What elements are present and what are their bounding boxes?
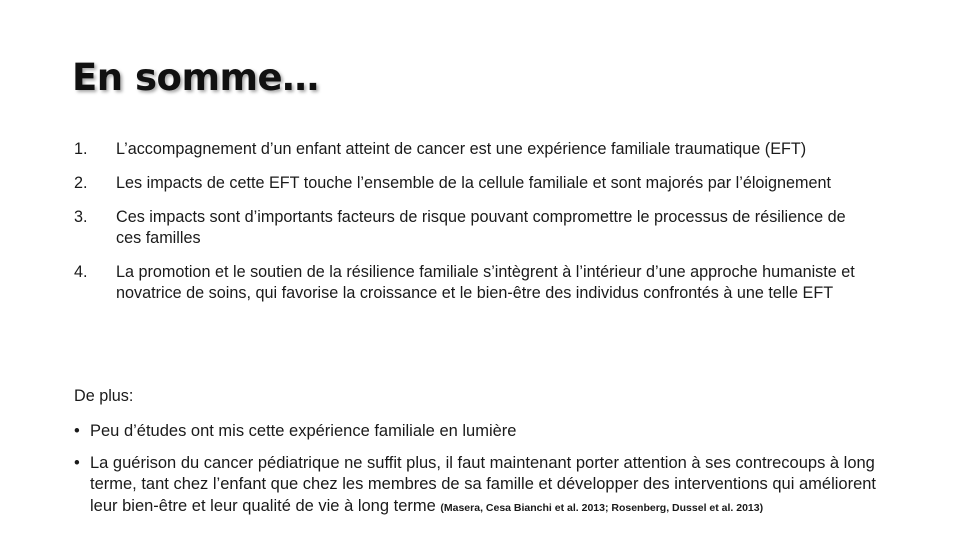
item-number: 1. (74, 140, 88, 158)
item-number: 4. (74, 263, 88, 281)
list-item (74, 139, 874, 160)
bullet-text: La guérison du cancer pédiatrique ne suffit plus, il faut maintenant porter attention à ses contrecoups à long terme, tant chez l’enfant que chez les membres de sa famille et développer des interventions qui améliorent leur bien-être et leur qualité de vie à long terme (90, 453, 877, 515)
bullet-list (74, 421, 889, 527)
list-item (74, 262, 874, 304)
item-number: 2. (74, 174, 88, 192)
slide-title: En somme… (72, 56, 319, 99)
bullet-item (74, 453, 889, 518)
list-item (74, 173, 874, 194)
item-number: 3. (74, 208, 88, 226)
bullet-text: Peu d’études ont mis cette expérience familiale en lumière (90, 422, 517, 440)
numbered-list (74, 139, 874, 317)
section-label: De plus: (74, 387, 134, 405)
item-text: L’accompagnement d’un enfant atteint de cancer est une expérience familiale traumatique (EFT) (116, 140, 807, 158)
item-text: Les impacts de cette EFT touche l’ensemble de la cellule familiale et sont majorés par l’éloignement (116, 174, 832, 192)
bullet-marker: • (74, 453, 80, 472)
bullet-content (90, 453, 889, 518)
item-text: La promotion et le soutien de la résilience familiale s’intègrent à l’intérieur d’une approche humaniste et novatrice de soins, qui favorise la croissance et le bien-être des individus confrontés à une telle EFT (116, 263, 855, 302)
item-text: Ces impacts sont d’importants facteurs de risque pouvant compromettre le processus de résilience de ces familles (116, 208, 846, 247)
list-item (74, 207, 874, 249)
bullet-marker: • (74, 422, 80, 440)
bullet-item (74, 421, 889, 443)
citation: (Masera, Cesa Bianchi et al. 2013; Rosenberg, Dussel et al. 2013) (440, 501, 764, 514)
